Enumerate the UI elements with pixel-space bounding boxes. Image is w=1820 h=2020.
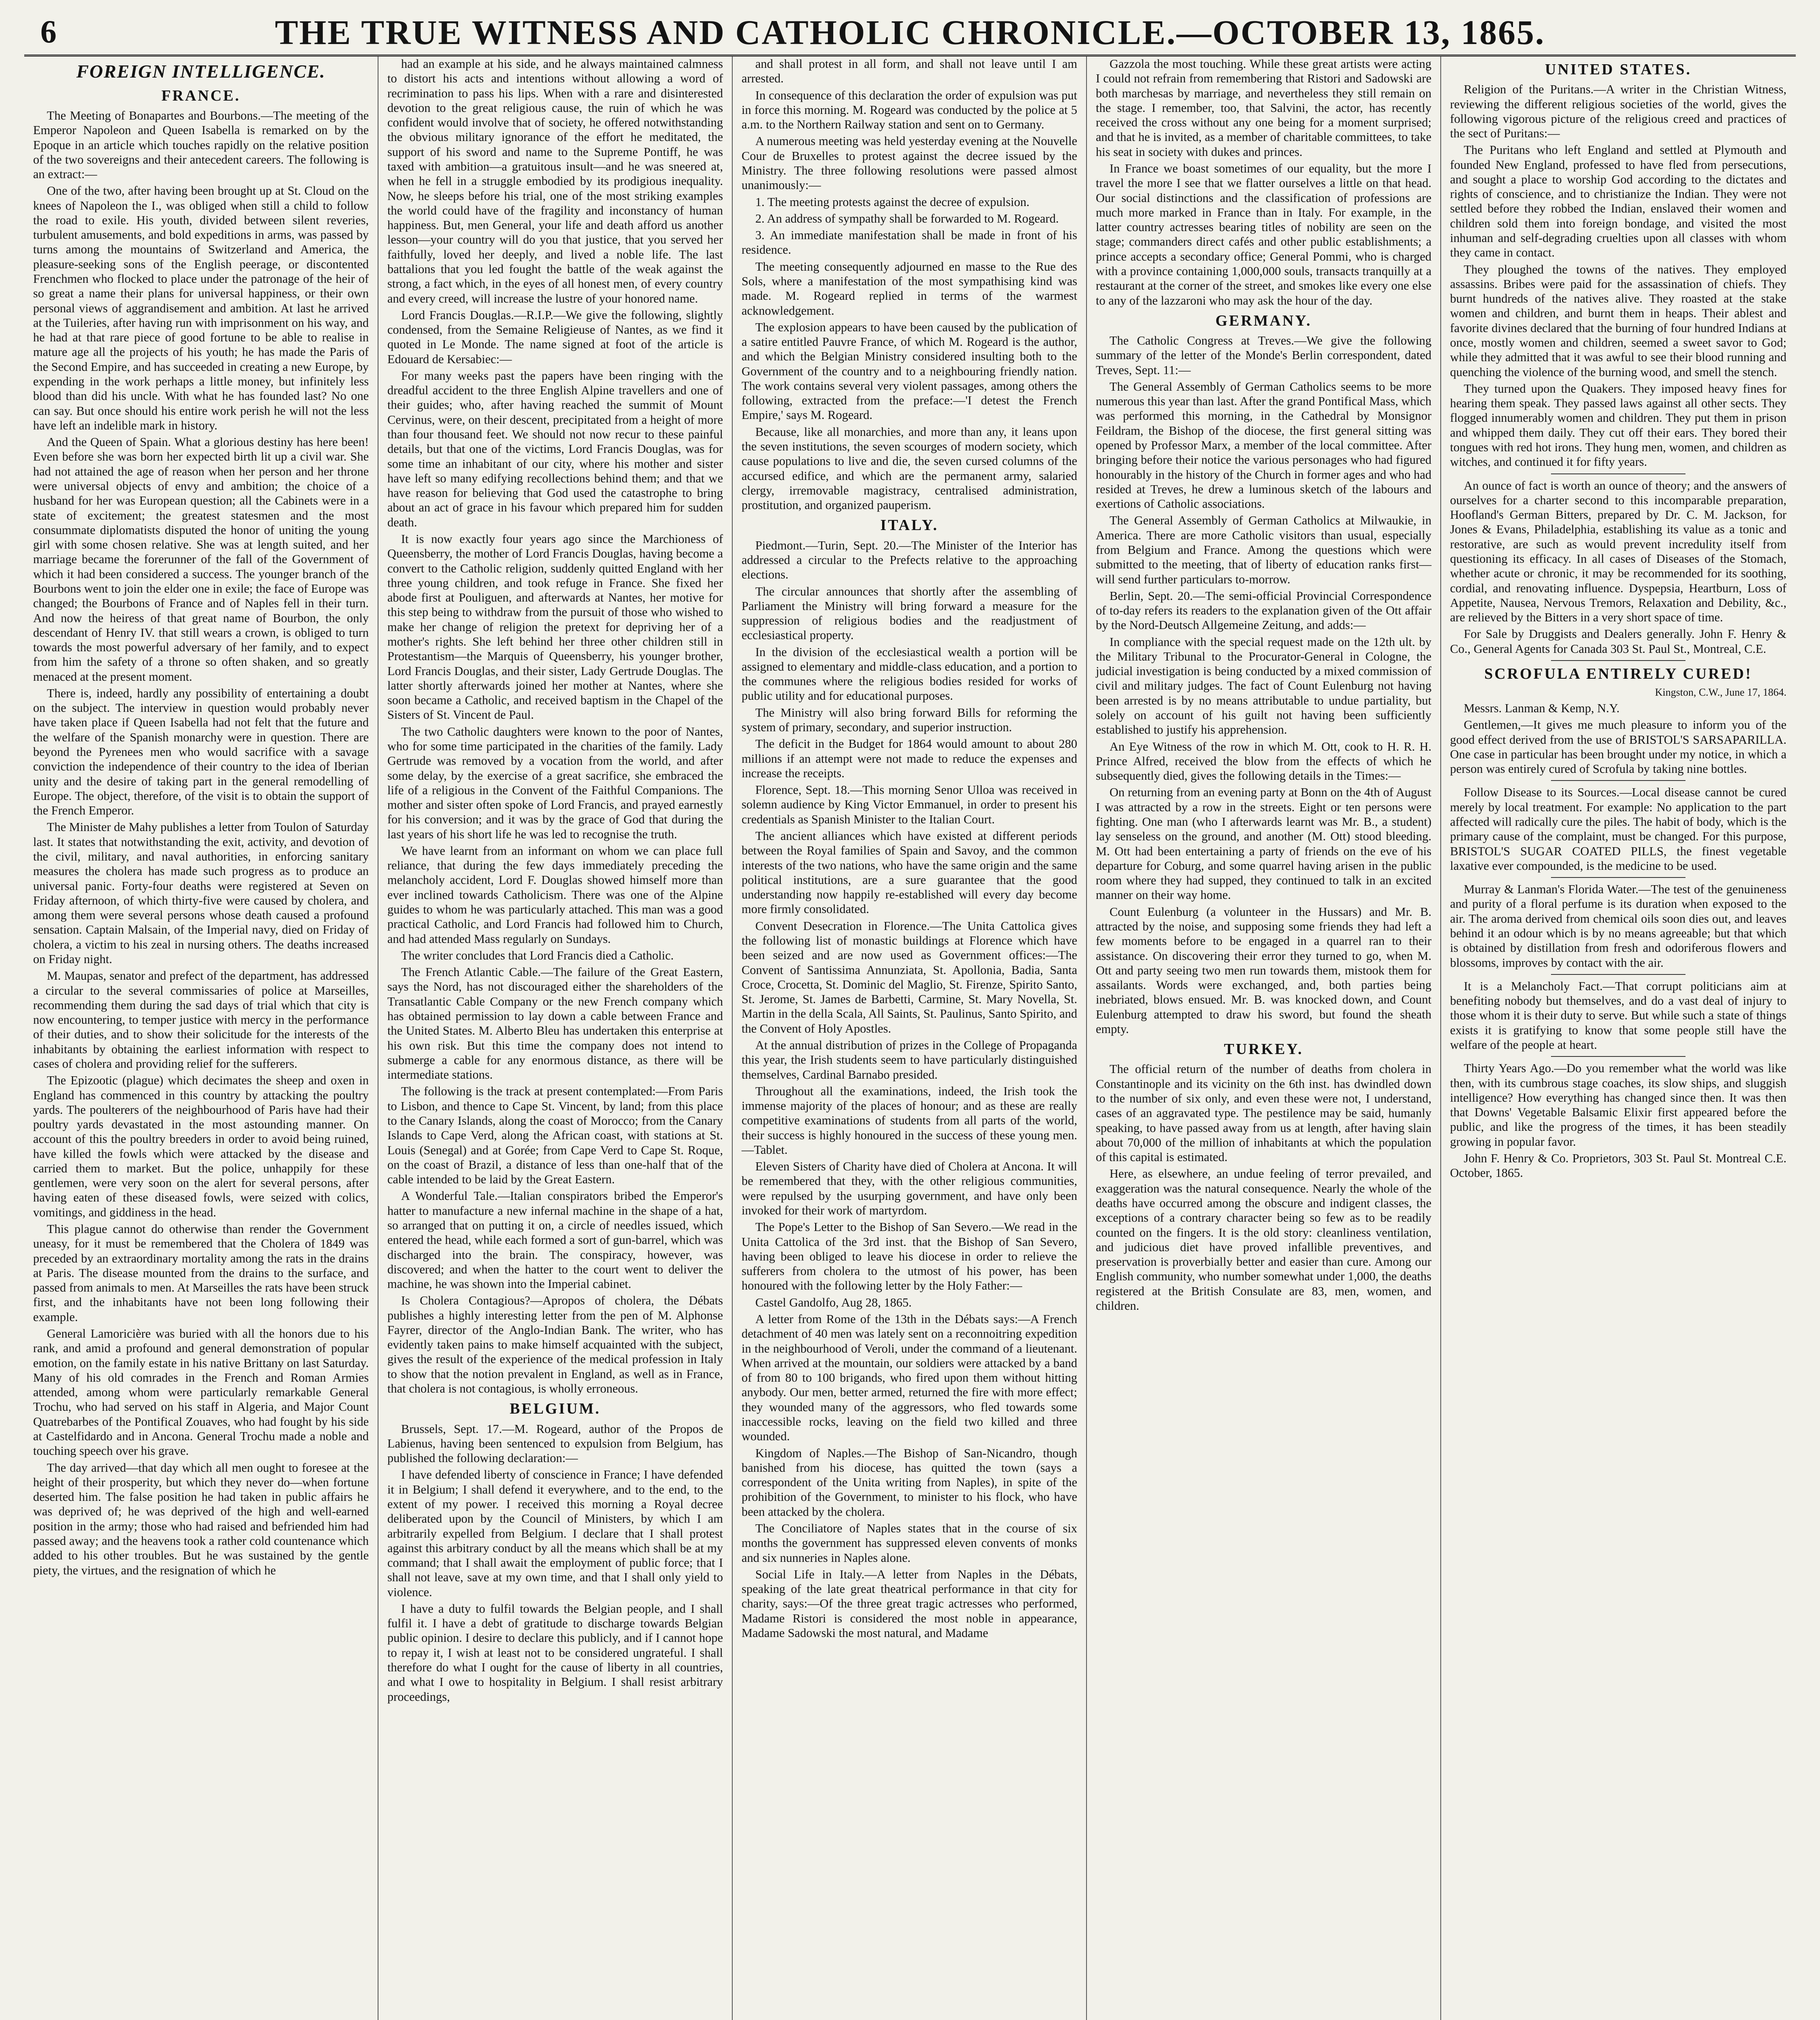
paragraph: The writer concludes that Lord Francis died a Catholic. (401, 948, 674, 962)
paragraph: Is Cholera Contagious?—Apropos of cholera, the Débats publishes a highly interesting letter from the pen of M. Alphonse Fayrer, director of the Anglo-Indian Bank. The writer, who has evidently taken pains to make himself acquainted with the subject, gives the result of the experience of the medical profession in Italy to show that the notion prevalent in England, as well as in France, that cholera is not contagious, is wholly erroneous. (387, 1294, 723, 1396)
paragraph: The General Assembly of German Catholics seems to be more numerous this year than last. After the grand Pontifical Mass, which was performed this morning, in the Cathedral by Monsignor Feildram, the Bishop of the diocese, the first general sitting was opened by Professor Marx, a member of the local committee. After bringing before their notice the various personages who had figured honourably in the history of the Church in former ages and who had resided at Treves, he drew a luminous sketch of the labours and exertions of Catholic associations. (1096, 379, 1431, 511)
paragraph: The Epizootic (plague) which decimates the sheep and oxen in England has commenced in this country by attacking the poultry yards. The poulterers of the neighbourhood of Paris have had their poultry yards devastated in the most astounding manner. On account of this the poultry breeders in order to avoid being ruined, have killed the fowls which were attacked by the disease and carried them to market. But the police, unhappily for these gentlemen, were very soon on the alert for several persons, after having eaten of these diseased fowls, were seized with colics, vomitings, and giddiness in the head. (33, 1073, 369, 1219)
paragraph: For many weeks past the papers have been ringing with the dreadful accident to the three English Alpine travellers and one of their guides; who, after having reached the summit of Mount Cervinus, were, on their descent, precipitated from a height of more than four thousand feet. We should not now recur to these painful details, but that one of the victims, Lord Francis Douglas, was for some time an inhabitant of our city, where his mother and sister have left so many edifying recollections behind them; and that we have reason for believing that God used the catastrophe to bring about an act of grace in his favour which prepared him for sudden death. (387, 368, 723, 529)
paragraph: The deficit in the Budget for 1864 would amount to about 280 millions if an attempt were not made to reduce the expenses and increase the receipts. (742, 737, 1077, 780)
paragraph: Kingdom of Naples.—The Bishop of San-Nicandro, though banished from his diocese, has quitted the town (says a correspondent of the Unita writing from Naples), in spite of the prohibition of the Government, to minister to his flock, who have been attacked by the cholera. (742, 1446, 1077, 1519)
advertisement-text: An ounce of fact is worth an ounce of theory; and the answers of ourselves for a charter second to this incomparable preparation, Hoofland's German Bitters, prepared by Dr. C. M. Jackson, for Jones & Evans, Philadelphia, establishing its value as a tonic and restorative, are such as would prevent incredulity itself from questioning its efficacy. In all cases of Diseases of the Stomach, whether acute or chronic, it may be recommended for its soothing, cordial, and renovating influence. Dyspepsia, Heartburn, Loss of Appetite, Nausea, Nervous Tremors, Relaxation and Debility, &c., are relieved by the Bitters in a very short space of time. (1450, 478, 1786, 625)
column-2 (378, 57, 733, 2020)
paragraph: The circular announces that shortly after the assembling of Parliament the Ministry will bring forward a measure for the suppression of religious bodies and the readjustment of ecclesiastical property. (742, 584, 1077, 642)
paragraph: A letter from Rome of the 13th in the Débats says:—A French detachment of 40 men was lately sent on a reconnoitring expedition in the neighbourhood of Veroli, under the command of a lieutenant. When arrived at the mountain, our soldiers were attacked by a band of from 80 to 100 brigands, who fired upon them without hitting anybody. Our men, better armed, returned the fire with more effect; they wounded many of the aggressors, who fled towards some inaccessible rocks, leaving on the field two killed and three wounded. (742, 1312, 1077, 1443)
paragraph: I have a duty to fulfil towards the Belgian people, and I shall fulfil it. I have a debt of gratitude to discharge towards Belgian public opinion. I desire to declare this publicly, and if I cannot hope to repay it, I wish at least not to be considered ungrateful. I shall therefore do what I ought for the cause of liberty in all countries, and what I owe to hospitality in Belgium. I shall resist arbitrary proceedings, (387, 1601, 723, 1704)
paragraph: The Pope's Letter to the Bishop of San Severo.—We read in the Unita Cattolica of the 3rd inst. that the Bishop of San Severo, having been obliged to leave his diocese in order to relieve the sufferers from cholera to the utmost of his power, has been honoured with the following letter by the Holy Father:— (742, 1220, 1077, 1293)
section-heading-germany: GERMANY. (1215, 312, 1312, 329)
paragraph: It is now exactly four years ago since the Marchioness of Queensberry, the mother of Lord Francis Douglas, having become a convert to the Catholic religion, suddenly quitted England with her three young children, and took refuge in France. She fixed her abode first at Pouliguen, and afterwards at Nantes, her motive for this step being to withdraw from the pursuit of those who wished to make her change of religion the pretext for depriving her of a mother's rights. She left behind her three other children still in Protestantism—the Marquis of Queensberry, his younger brother, Lord Francis Douglas, and their sister, Lady Gertrude Douglas. The latter shortly afterwards joined her mother at Nantes, where she soon became a Catholic, and received baptism in the Chapel of the Sisters of St. Vincent de Paul. (387, 532, 723, 722)
paragraph: The Catholic Congress at Treves.—We give the following summary of the letter of the Monde's Berlin correspondent, dated Treves, Sept. 11:— (1096, 334, 1431, 377)
paragraph: Castel Gandolfo, Aug 28, 1865. (755, 1295, 912, 1309)
divider (1551, 974, 1685, 975)
paragraph: M. Maupas, senator and prefect of the department, has addressed a circular to the several commissaries of police at Marseilles, recommending them during the sad days of trial which that city is now encountering, to temper justice with mercy in the performance of their duties, and to show their solicitude for the interests of the inhabitants by obtaining the earliest information with respect to cases of cholera and providing relief for the sufferers. (33, 969, 369, 1071)
paragraph: The French Atlantic Cable.—The failure of the Great Eastern, says the Nord, has not discouraged either the shareholders of the Transatlantic Cable Company or the new French company which has obtained permission to lay down a cable between France and the United States. M. Alberto Bleu has undertaken this enterprise at his own risk. But this time the company does not intend to submerge a cable for any enormous distance, as there will be intermediate stations. (387, 965, 723, 1082)
column-4 (1087, 57, 1441, 2020)
divider (1551, 877, 1685, 878)
paragraph: Count Eulenburg (a volunteer in the Hussars) and Mr. B. attracted by the noise, and supposing some friends they had left a few moments before to be engaged in a quarrel ran to their assistance. On discovering their error they turned to go, when M. Ott and party seeing two men run towards them, mistook them for assailants. Words were exchanged, and, both parties being inebriated, blows ensued. Mr. B. was knocked down, and Count Eulenburg attempted to draw his sword, but found the sheath empty. (1096, 905, 1431, 1036)
paragraph: Gazzola the most touching. While these great artists were acting I could not refrain from remembering that Ristori and Sadowski are both marchesas by marriage, and nevertheless they still remain on the stage. I remember, too, that Salvini, the actor, has recently received the cross without any one being for a moment surprised; and that he is invited, as a member of charitable committees, to take his seat in society with dukes and princes. (1096, 57, 1431, 159)
paragraph: On returning from an evening party at Bonn on the 4th of August I was attracted by a row in the streets. Eight or ten persons were fighting. One man (who I afterwards learnt was Mr. B., a student) lay senseless on the ground, and another (M. Ott) stood bleeding. M. Ott had been entertaining a party of friends on the eve of his departure for Coburg, and some quarrel having arisen in the public room where they had supped, they continued to talk in an excited manner on their way home. (1096, 785, 1431, 902)
paragraph: The General Assembly of German Catholics at Milwaukie, in America. There are more Catholic visitors than usual, especially from Belgium and France. Among the questions which were submitted to the meeting, that of liberty of education ranks first—will send further particulars to-morrow. (1096, 513, 1431, 586)
section-heading-italy: ITALY. (880, 517, 939, 534)
paragraph: One of the two, after having been brought up at St. Cloud on the knees of Napoleon the I., was obliged when still a child to follow the road to exile. His youth, divided between silent reveries, turbulent amusements, and bold expeditions in arms, was passed by turns among the mountains of Switzerland and America, the pleasure-seeking sons of the English peerage, or discontented Frenchmen who flocked to place under the patronage of the heir of so great a name their plans for universal happiness, or their own personal views of aggrandisement and ambition. At last he arrived at the Tuileries, after having run with imprisonment on his way, and he had at that rare piece of good fortune to be able to realise in mature age all the projects of his youth; he has made the Paris of the Second Empire, and has succeeded in creating a new Europe, by expending in the work perhaps a little money, but infinitely less blood than did his uncle. With what he has founded last? No one can say. But once should his entire work perish he will not the less have left an indelible mark in history. (33, 184, 369, 432)
paragraph: We have learnt from an informant on whom we can place full reliance, that during the few days immediately preceding the melancholy accident, Lord F. Douglas showed himself more than ever inclined towards Catholicism. There was one of the Alpine guides to whom he was particularly attached. This man was a good practical Catholic, and Lord Francis had followed him to Church, and had attended Mass regularly on Sundays. (387, 844, 723, 946)
divider (1551, 473, 1685, 474)
paragraph: 1. The meeting protests against the decree of expulsion. (755, 195, 1030, 209)
paragraph: The Puritans who left England and settled at Plymouth and founded New England, professed to have fled from persecutions, and sought a place to worship God according to the dictates and rights of conscience, and to christianize the Indian. They were not settled before they robbed the Indian, enslaved their women and children sold them into foreign bondage, and visited the most inhuman and self-degrading cruelties upon all classes with whom they came in contact. (1450, 143, 1786, 260)
paragraph: had an example at his side, and he always maintained calmness to distort his acts and intentions without allowing a word of recrimination to pass his lips. When with a rare and disinterested devotion to the great religious cause, the ruin of which he was confident would involve that of society, he offered notwithstanding the obvious military ignorance of the effort he meditated, the support of his sword and name to the Supreme Pontiff, he was taxed with ambition—a gratuitous insult—and he was sneered at, when he fell in a struggle embodied by its prodigious inequality. Now, he sleeps before his trial, one of the most striking examples the world could have of the fragility and inconstancy of human happiness. But, men General, your life and death afford us another lesson—your country will do you that justice, that you served her faithfully, loved her deeply, and lived a noble life. The last battalions that you led fought the battle of the weak against the strong, a fact which, in the eyes of all honest men, of every country and every creed, will increase the lustre of your honored name. (387, 57, 723, 305)
paragraph: Florence, Sept. 18.—This morning Senor Ulloa was received in solemn audience by King Victor Emmanuel, in order to present his credentials as Spanish Minister to the Italian Court. (742, 783, 1077, 826)
section-heading-united-states: UNITED STATES. (1545, 61, 1692, 78)
paragraph: A numerous meeting was held yesterday evening at the Nouvelle Cour de Bruxelles to protest against the decree issued by the Ministry. The three following resolutions were passed almost unanimously:— (742, 134, 1077, 192)
paragraph: In France we boast sometimes of our equality, but the more I travel the more I see that we flatter ourselves a little on that head. Our social distinctions and the classification of professions are much more marked in France than in Italy. For example, in the latter country actresses bearing titles of nobility are seen on the stage; commanders direct cafés and other public establishments; a prince accepts a secondary office; General Pommi, who is charged with a province containing 1,000,000 souls, transacts tranquilly at a restaurant at the corner of the street, and smokes like every one else to any of the lazzaroni who may ask the hour of the day. (1096, 161, 1431, 307)
paragraph: In consequence of this declaration the order of expulsion was put in force this morning. M. Rogeard was conducted by the police at 5 a.m. to the Northern Railway station and sent on to Germany. (742, 88, 1077, 132)
column-1 (24, 57, 378, 2020)
columns (24, 57, 1796, 2020)
paragraph: In compliance with the special request made on the 12th ult. by the Military Tribunal to the Procurator-General in Cologne, the judicial investigation is being conducted by a mixed commission of civil and military judges. The fact of Count Eulenburg not having been arrested is by no means attributable to undue partiality, but solely on account of his guilt not having been sufficiently established to justify his apprehension. (1096, 635, 1431, 737)
paragraph: The day arrived—that day which all men ought to foresee at the height of their prosperity, but which they never do—when fortune deserted him. The false position he had taken in public affairs he was deprived of; he was deprived of the high and well-earned position in the army; those who had raised and befriended him had passed away; and the heavens took a rather cold countenance which added to his other troubles. But he was sustained by the gentle piety, the virtues, and the resignation of which he (33, 1460, 369, 1577)
paragraph: The official return of the number of deaths from cholera in Constantinople and its vicinity on the 6th inst. has dwindled down to the number of six only, and even these were not, I understand, cases of an aggravated type. The pestilence may be said, humanly speaking, to have passed away from us at length, after having slain about 70,000 of the million of inhabitants at which the population of this capital is estimated. (1096, 1062, 1431, 1164)
paragraph: Piedmont.—Turin, Sept. 20.—The Minister of the Interior has addressed a circular to the Prefects relative to the approaching elections. (742, 538, 1077, 582)
paragraph: Social Life in Italy.—A letter from Naples in the Débats, speaking of the late great theatrical performance in that city for charity, says:—Of the three great tragic actresses who performed, Madame Ristori is considered the most noble in appearance, Madame Sadowski the most natural, and Madame (742, 1567, 1077, 1640)
newspaper-title: THE TRUE WITNESS AND CATHOLIC CHRONICLE.—OCTOBER 13, 1865. (275, 13, 1545, 52)
paragraph: The Minister de Mahy publishes a letter from Toulon of Saturday last. It states that notwithstanding the exit, activity, and devotion of the civil, military, and naval authorities, in enforcing sanitary measures the cholera has made such progress as to produce an universal panic. Forty-four deaths were registered at Seven on Friday afternoon, of which thirty-five were caused by cholera, and among them were several persons whose death caused a profound sensation. Captain Malsain, of the Imperial navy, died on Friday of cholera, a victim to his zeal in nursing others. The deaths increased on Friday night. (33, 820, 369, 966)
paragraph: An Eye Witness of the row in which M. Ott, cook to H. R. H. Prince Alfred, received the blow from the effects of which he subsequently died, gives the following details in the Times:— (1096, 739, 1431, 783)
paragraph: The two Catholic daughters were known to the poor of Nantes, who for some time participated in the charities of the family. Lady Gertrude was removed by a vocation from the world, and after some delay, by the exercise of a great sacrifice, she embraced the life of a religious in the Convent of the Faithful Companions. The mother and sister often spoke of Lord Francis, and prayed earnestly for his conversion; and it was by the grace of God that during the last years of his short life he was led to recognise the truth. (387, 724, 723, 841)
advertisement-text: Murray & Lanman's Florida Water.—The test of the genuineness and purity of a floral perfume is its duration when exposed to the air. The aroma derived from chemical oils soon dies out, and leaves behind it an odour which is by no means agreeable; but that which is obtained by distillation from fresh and odoriferous flowers and blossoms, improves by contact with the air. (1450, 882, 1786, 970)
paragraph: Religion of the Puritans.—A writer in the Christian Witness, reviewing the different religious societies of the world, gives the following vigorous picture of the religious creed and practices of the sect of Puritans:— (1450, 82, 1786, 141)
paragraph: The Ministry will also bring forward Bills for reforming the system of primary, secondary, and superior instruction. (742, 705, 1077, 734)
section-heading-belgium: BELGIUM. (509, 1400, 601, 1418)
paragraph: 3. An immediate manifestation shall be made in front of his residence. (742, 228, 1077, 257)
column-5 (1441, 57, 1795, 2020)
paragraph: At the annual distribution of prizes in the College of Propaganda this year, the Irish students seem to have particularly distinguished themselves, Cardinal Barnabo presided. (742, 1038, 1077, 1082)
advertisement-text: Messrs. Lanman & Kemp, N.Y. (1464, 701, 1620, 715)
advertisement-heading-scrofula: SCROFULA ENTIRELY CURED! (1484, 665, 1753, 682)
paragraph: Brussels, Sept. 17.—M. Rogeard, author of the Propos de Labienus, having been sentenced to expulsion from Belgium, has published the following declaration:— (387, 1422, 723, 1465)
advertisement-dateline: Kingston, C.W., June 17, 1864. (1655, 686, 1786, 699)
advertisement-text: Follow Disease to its Sources.—Local disease cannot be cured merely by local treatment. For example: No application to the part affected will radically cure the piles. The habit of body, which is the primary cause of the complaint, must be changed. For this purpose, BRISTOL'S SUGAR COATED PILLS, the finest vegetable laxative ever compounded, is the medicine to be used. (1450, 785, 1786, 873)
paragraph: Throughout all the examinations, indeed, the Irish took the immense majority of the places of honour; and as these are really competitive examinations of students from all parts of the world, their success is highly honoured in the success of these young men.—Tablet. (742, 1084, 1077, 1157)
paragraph: Because, like all monarchies, and more than any, it leans upon the seven institutions, the seven scourges of modern society, which cause populations to live and die, the seven cursed columns of the accursed edifice, and which are the permanent army, salaried clergy, irremovable magistracy, centralised administration, prostitution, and organized pauperism. (742, 425, 1077, 512)
section-heading-turkey: TURKEY. (1224, 1041, 1303, 1058)
paragraph: The meeting consequently adjourned en masse to the Rue des Sols, where a manifestation of the most sympathising kind was made. M. Rogeard replied in terms of the warmest acknowledgement. (742, 259, 1077, 318)
masthead (24, 8, 1796, 57)
paragraph: Here, as elsewhere, an undue feeling of terror prevailed, and exaggeration was the natural consequence. Nearly the whole of the deaths have occurred among the obscure and indigent classes, the exceptions of a contrary character being so few as to be readily counted on the fingers. It is the old story: cleanliness ventilation, and judicious diet have proved infallible preventives, and preservation is proverbially better and easier than cure. Among our English community, who number somewhat under 1,000, the deaths registered at the British Consulate are 83, men, women, and children. (1096, 1167, 1431, 1313)
paragraph: This plague cannot do otherwise than render the Government uneasy, for it must be remembered that the Cholera of 1849 was preceded by an extraordinary mortality among the rats in the drains at Paris. The disease mounted from the drains to the surface, and passed from animals to men. At Marseilles the rats have been struck first, and the inhabitants have not been long following their example. (33, 1222, 369, 1324)
paragraph: In the division of the ecclesiastical wealth a portion will be assigned to elementary and middle-class education, and a portion to the communes where the religious bodies resided for works of public utility and for educational purposes. (742, 645, 1077, 703)
paragraph: The Meeting of Bonapartes and Bourbons.—The meeting of the Emperor Napoleon and Queen Isabella is remarked on by the Epoque in an article which touches rapidly on the relative position of the two sovereigns and their antecedent careers. The following is an extract:— (33, 108, 369, 181)
paragraph: Eleven Sisters of Charity have died of Cholera at Ancona. It will be remembered that they, with the other religious communities, were repulsed by the usurping government, and have only been invoked for their work of martyrdom. (742, 1159, 1077, 1218)
column-3 (733, 57, 1087, 2020)
paragraph: The following is the track at present contemplated:—From Paris to Lisbon, and thence to Cape St. Vincent, by land; from this place to the Canary Islands, along the coast of Morocco; from the Canary Islands to Cape Verd, along the African coast, with stations at St. Louis (Senegal) and at Gorée; from Cape Verd to Cape St. Roque, on the coast of Brazil, a distance of less than one-half that of the cable intended to be laid by the Great Eastern. (387, 1084, 723, 1187)
section-heading-france: FRANCE. (161, 87, 241, 104)
paragraph: The ancient alliances which have existed at different periods between the Royal families of Spain and Savoy, and the common interests of the two nations, who have the same origin and the same political institutions, are a sure guarantee that the good understanding now happily re-established will every day become more firmly consolidated. (742, 829, 1077, 916)
paragraph: They ploughed the towns of the natives. They employed assassins. Bribes were paid for the assassination of chiefs. They burnt hundreds of the natives alive. They roasted at the stake women and children, and burnt them in heaps. Their ablest and favorite divines declared that the burning of four hundred Indians at once, mostly women and children, seemed a sweet savor to God; while they admitted that it was awful to see their blood running and quenching the violence of the burning wood, and smell the stench. (1450, 262, 1786, 379)
page-number: 6 (40, 14, 57, 50)
advertisement-text: John F. Henry & Co. Proprietors, 303 St. Paul St. Montreal C.E. October, 1865. (1450, 1151, 1786, 1180)
paragraph: 2. An address of sympathy shall be forwarded to M. Rogeard. (755, 211, 1059, 225)
paragraph: A Wonderful Tale.—Italian conspirators bribed the Emperor's hatter to manufacture a new infernal machine in the shape of a hat, so arranged that on putting it on, a circle of needles issued, which entered the head, while each formed a sort of gun-barrel, which was discharged into the brain. The conspiracy, however, was discovered; and when the hatter to the court went to deliver the machine, he was shown into the Imperial cabinet. (387, 1189, 723, 1291)
paragraph: I have defended liberty of conscience in France; I have defended it in Belgium; I shall defend it everywhere, and to the end, to the extent of my power. I received this morning a Royal decree deliberated upon by the Council of Ministers, by which I am arbitrarily expelled from Belgium. I declare that I shall protest against this arbitrary conduct by all the means which shall be at my command; that I shall await the employment of public force; that I shall not leave, save at my own time, and that I shall only yield to violence. (387, 1468, 723, 1599)
paragraph: Lord Francis Douglas.—R.I.P.—We give the following, slightly condensed, from the Semaine Religieuse of Nantes, as we find it quoted in Le Monde. The name signed at foot of the article is Edouard de Kersabiec:— (387, 308, 723, 366)
paragraph: The Conciliatore of Naples states that in the course of six months the government has suppressed eleven convents of monks and six nunneries in Naples alone. (742, 1521, 1077, 1565)
paragraph: The explosion appears to have been caused by the publication of a satire entitled Pauvre France, of which M. Rogeard is the author, and which the Belgian Ministry considered insulting both to the Government of the country and to a neighbouring friendly nation. The work contains several very violent passages, among others the following, extracted from the preface:—'I detest the French Empire,' says M. Rogeard. (742, 320, 1077, 422)
paragraph: There is, indeed, hardly any possibility of entertaining a doubt on the subject. The interview in question would probably never have taken place if Queen Isabella had not felt that the future and the welfare of the Spanish monarchy were in question. There are beyond the Pyrenees men who would sacrifice with a savage conviction the independence of their country to the idea of Iberian unity and the desire of taking part in the general remodelling of Europe. The object, therefore, of the visit is to obtain the support of the French Emperor. (33, 686, 369, 818)
divider (1551, 780, 1685, 781)
paragraph: General Lamoricière was buried with all the honors due to his rank, and amid a profound and general demonstration of popular emotion, on the family estate in his native Brittany on last Saturday. Many of his old comrades in the French and Roman Armies attended, among whom were particularly remarkable General Trochu, who had served on his staff in Algeria, and Major Count Quatrebarbes of the Pontifical Zouaves, who had fought by his side at Castelfidardo and in Ancona. General Trochu made a noble and touching speech over his grave. (33, 1327, 369, 1458)
paragraph: Berlin, Sept. 20.—The semi-official Provincial Correspondence of to-day refers its readers to the explanation given of the Ott affair by the Nord-Deutsch Allgemeine Zeitung, and adds:— (1096, 589, 1431, 632)
paragraph: And the Queen of Spain. What a glorious destiny has here been! Even before she was born her expected birth lit up a civil war. She had not attained the age of reason when her person and her throne were universal objects of envy and ambition; the choice of a husband for her was European question; all the Cabinets were in a state of excitement; the greatest statesmen and the most consummate diplomatists disputed the honor of uniting the young girl with some chosen relative. She was at length suited, and her marriage became the forerunner of the fall of the Government of which it had been considered a success. The younger branch of the Bourbons went to join the elder one in exile; the face of Europe was changed; the Bourbons of France and of Naples fell in their turn. And now the heiress of that great name of Bourbon, the only descendant of Henry IV. that still wears a crown, is obliged to turn towards the most powerful adversary of her family, and to expect from him the safety of a throne so often shaken, and so greatly menaced at the present moment. (33, 435, 369, 684)
divider (1551, 660, 1685, 661)
paragraph: Convent Desecration in Florence.—The Unita Cattolica gives the following list of monastic buildings at Florence which have been seized and are now used as Government offices:—The Convent of Santissima Annunziata, St. Apollonia, Badia, Santa Croce, Crocetta, St. Dominic del Maglio, St. Firenze, Spirito Santo, St. Jerome, St. James de Barbetti, Carmine, St. Mary Novella, St. Martin in the della Scala, All Saints, St. Paulinus, Santo Spirito, and the Convent of Holy Apostles. (742, 919, 1077, 1035)
advertisement-text: It is a Melancholy Fact.—That corrupt politicians aim at benefiting nobody but themselves, and do a vast deal of injury to those whom it is their duty to serve. But while such a state of things exists it is gratifying to know that some people still have the welfare of the people at heart. (1450, 979, 1786, 1052)
advertisement-text: For Sale by Druggists and Dealers generally. John F. Henry & Co., General Agents for Canada 303 St. Paul St., Montreal, C.E. (1450, 627, 1786, 656)
paragraph: They turned upon the Quakers. They imposed heavy fines for hearing them speak. They passed laws against all other sects. They flogged innumerably women and children. They put them in prison and whipped them daily. They cut off their ears. They bored their tongues with red hot irons. They hung men, women, and children as witches, and continued it for fifty years. (1450, 381, 1786, 469)
advertisement-text: Gentlemen,—It gives me much pleasure to inform you of the good effect derived from the use of BRISTOL'S SARSAPARILLA. One case in particular has been brought under my notice, in which a person was entirely cured of Scrofula by taking nine bottles. (1450, 718, 1786, 776)
paragraph: and shall protest in all form, and shall not leave until I am arrested. (742, 57, 1077, 86)
divider (1551, 1056, 1685, 1057)
section-heading-foreign: FOREIGN INTELLIGENCE. (76, 61, 326, 82)
advertisement-text: Thirty Years Ago.—Do you remember what the world was like then, with its cumbrous stage coaches, its slow ships, and sluggish intelligence? How everything has changed since then. It was then that Downs' Vegetable Balsamic Elixir first appeared before the public, and like the progress of the times, it has been steadily growing in popular favor. (1450, 1061, 1786, 1149)
